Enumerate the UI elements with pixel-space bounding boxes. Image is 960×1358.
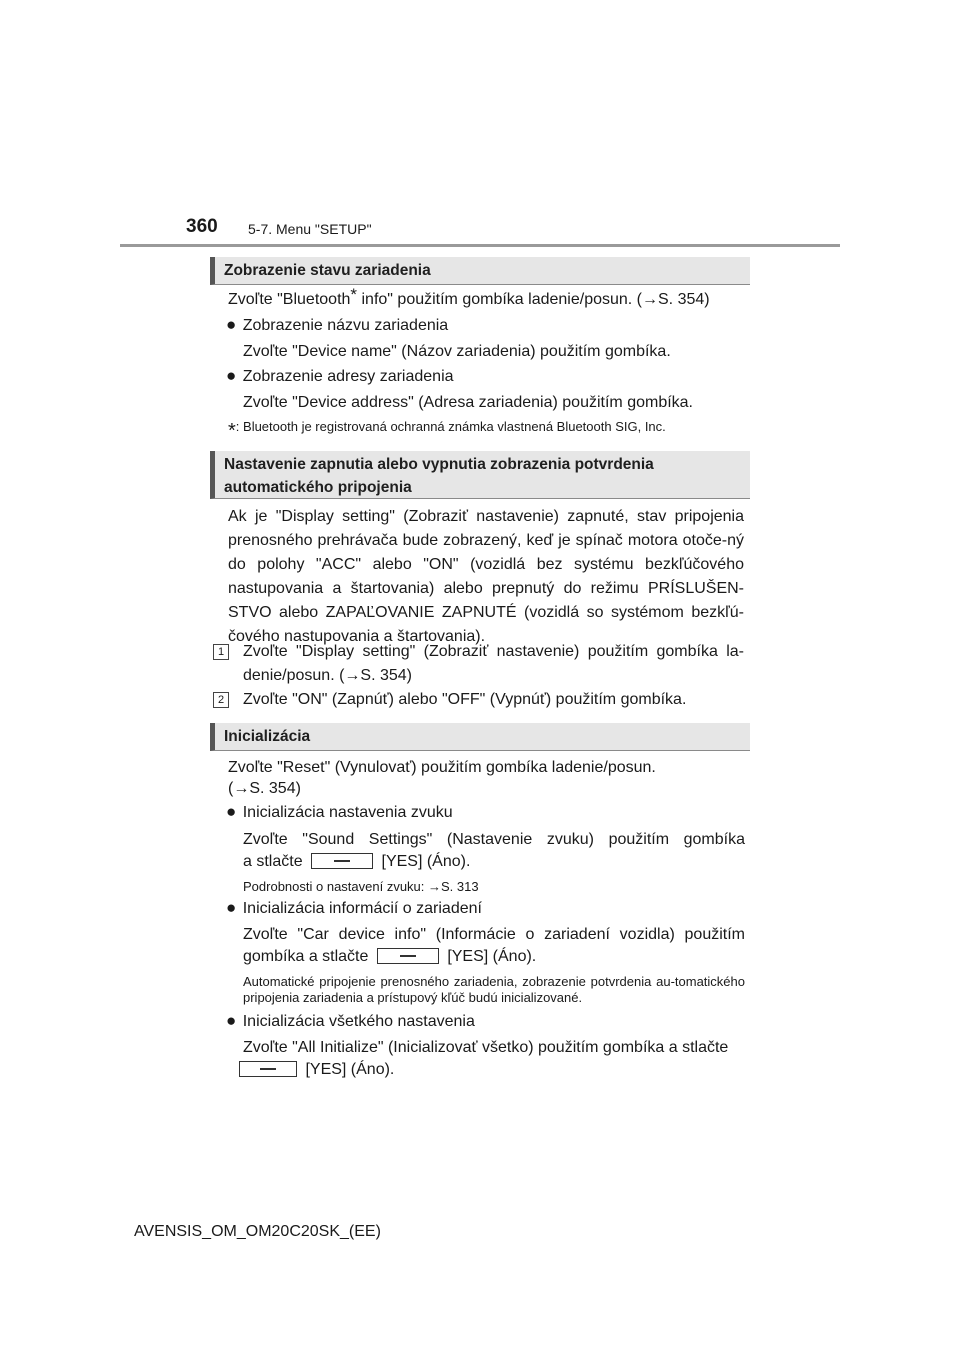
auto-connection-paragraph: Ak je "Display setting" (Zobraziť nastavenie) zapnuté, stav pripojenia prenosného prehrávača bude zobrazený, keď je spínač motora otoče-ný do polohy "ACC" alebo "ON" (vozidlá bez systému bezkľúčového nastupovania a štartovania) alebo prepnutý do režimu PRÍSLUŠEN-STVO alebo ZAPAĽOVANIE ZAPNUTÉ (vozidlá so systémom bezkľú-čového nastupovania a štartovania). bbox=[228, 508, 744, 645]
reset-intro-line2: (→S. 354) bbox=[228, 780, 301, 797]
asterisk-mark: * bbox=[350, 285, 358, 304]
page-number: 360 bbox=[186, 216, 218, 237]
step-1-text: Zvoľte "Display setting" (Zobraziť nastavenie) použitím gombíka la-denie/posun. (→S. 354) bbox=[243, 643, 744, 684]
bullet-title: Inicializácia nastavenia zvuku bbox=[242, 804, 453, 821]
chapter-title: 5-7. Menu "SETUP" bbox=[248, 221, 372, 237]
section-title-line2: automatického pripojenia bbox=[224, 479, 412, 496]
device-info-text-line1: Zvoľte "Car device info" (Informácie o zariadení vozidla) použitím bbox=[243, 926, 745, 943]
bullet-sound-settings bbox=[226, 800, 453, 825]
enter-button-icon bbox=[377, 948, 439, 964]
section-heading-auto-connection bbox=[210, 451, 750, 499]
step-2-text: Zvoľte "ON" (Zapnúť) alebo "OFF" (Vypnúť) použitím gombíka. bbox=[243, 691, 687, 708]
footnote bbox=[228, 419, 666, 443]
device-address-text: Zvoľte "Device address" (Adresa zariadenia) použitím gombíka. bbox=[243, 394, 693, 411]
bullet-device-info bbox=[226, 896, 482, 921]
bullet-title: Zobrazenie adresy zariadenia bbox=[242, 368, 454, 385]
initialize-all-text-line2 bbox=[239, 1058, 394, 1082]
bullet-title: Inicializácia všetkého nastavenia bbox=[242, 1013, 475, 1030]
header-divider bbox=[120, 244, 840, 247]
enter-button-icon bbox=[239, 1061, 297, 1077]
bullet-icon: ● bbox=[226, 898, 237, 917]
device-status-intro bbox=[228, 285, 758, 312]
step-number-1: 1 bbox=[213, 644, 229, 660]
bullet-icon: ● bbox=[226, 366, 237, 385]
initialize-all-text-line1: Zvoľte "All Initialize" (Inicializovať všetko) použitím gombíka a stlačte bbox=[243, 1039, 729, 1056]
text: [YES] (Áno). bbox=[305, 1061, 395, 1078]
footnote-text: : Bluetooth je registrovaná ochranná známka vlastnená Bluetooth SIG, Inc. bbox=[235, 419, 666, 434]
bullet-icon: ● bbox=[226, 315, 237, 334]
device-info-note: Automatické pripojenie prenosného zariadenia, zobrazenie potvrdenia au-tomatického pripojenia zariadenia a prístupový kľúč budú inicializované. bbox=[243, 974, 745, 1005]
bullet-initialize-all bbox=[226, 1009, 475, 1034]
sound-settings-note: Podrobnosti o nastavení zvuku: →S. 313 bbox=[243, 879, 479, 894]
bullet-icon: ● bbox=[226, 1011, 237, 1030]
bullet-icon: ● bbox=[226, 802, 237, 821]
sound-settings-text-line2 bbox=[243, 850, 470, 874]
text: [YES] (Áno). bbox=[381, 853, 471, 870]
section-title: Inicializácia bbox=[224, 728, 311, 745]
section-title-line1: Nastavenie zapnutia alebo vypnutia zobrazenia potvrdenia bbox=[224, 456, 654, 473]
intro-text: Zvoľte "Bluetooth bbox=[228, 291, 351, 308]
document-code: AVENSIS_OM_OM20C20SK_(EE) bbox=[134, 1223, 381, 1240]
reset-intro-line1: Zvoľte "Reset" (Vynulovať) použitím gombíka ladenie/posun. bbox=[228, 759, 656, 776]
text: [YES] (Áno). bbox=[447, 948, 537, 965]
device-name-text: Zvoľte "Device name" (Názov zariadenia) použitím gombíka. bbox=[243, 343, 671, 360]
footnote-asterisk: * bbox=[228, 420, 236, 442]
bullet-device-name bbox=[226, 313, 448, 338]
text: a stlačte bbox=[243, 853, 303, 870]
sound-settings-text-line1: Zvoľte "Sound Settings" (Nastavenie zvuku) použitím gombíka bbox=[243, 831, 745, 848]
section-heading-initialization bbox=[210, 723, 750, 751]
step-number-2: 2 bbox=[213, 692, 229, 708]
section-heading-device-status bbox=[210, 257, 750, 285]
bullet-device-address bbox=[226, 364, 454, 389]
device-info-text-line2 bbox=[243, 945, 536, 969]
intro-text-rest: info" použitím gombíka ladenie/posun. (→S. 354) bbox=[357, 291, 710, 308]
bullet-title: Inicializácia informácií o zariadení bbox=[242, 900, 482, 917]
section-title: Zobrazenie stavu zariadenia bbox=[224, 262, 431, 279]
bullet-title: Zobrazenie názvu zariadenia bbox=[242, 317, 449, 334]
enter-button-icon bbox=[311, 853, 373, 869]
text: gombíka a stlačte bbox=[243, 948, 369, 965]
